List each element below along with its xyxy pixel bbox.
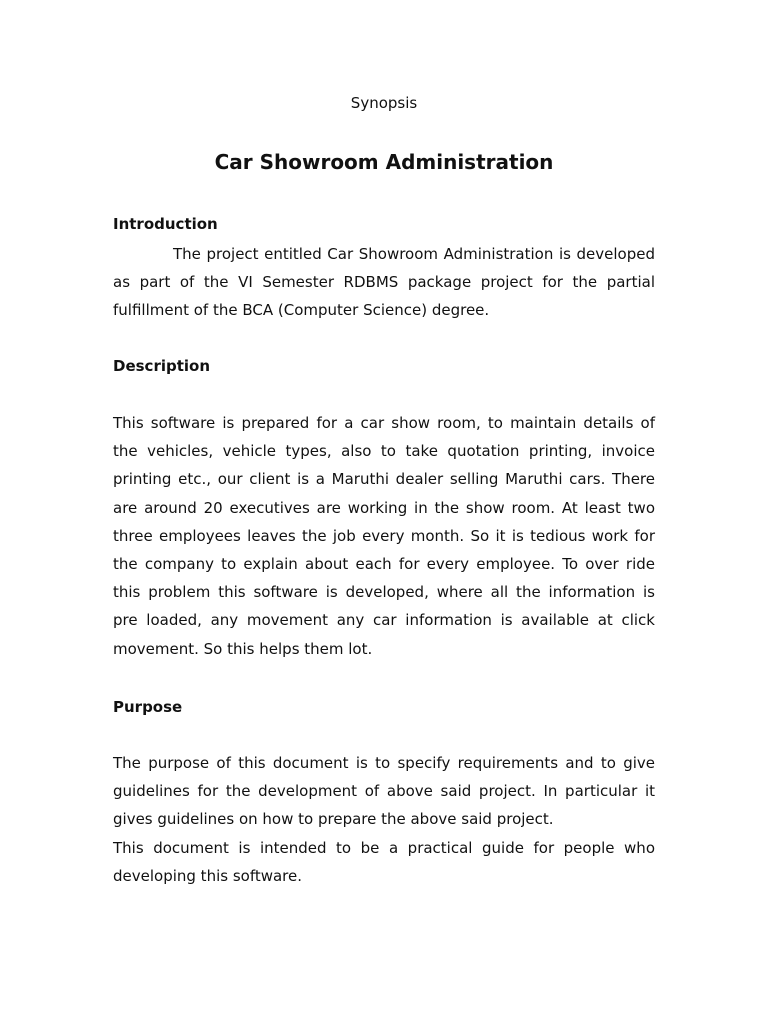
text-line: the company to explain about each for every employee. To over ride bbox=[113, 555, 655, 574]
text-line: fulfillment of the BCA (Computer Science) degree. bbox=[113, 301, 490, 320]
text-line: guidelines for the development of above said project. In particular it bbox=[113, 782, 655, 801]
section-heading-introduction: Introduction bbox=[113, 215, 218, 233]
text-line: movement. So this helps them lot. bbox=[113, 639, 373, 658]
text-line: gives guidelines on how to prepare the above said project. bbox=[113, 810, 554, 829]
text-line: developing this software. bbox=[113, 866, 303, 885]
document-page bbox=[113, 0, 655, 1024]
text-line: the vehicles, vehicle types, also to take quotation printing, invoice bbox=[113, 442, 655, 461]
text-line: printing etc., our client is a Maruthi dealer selling Maruthi cars. There bbox=[113, 470, 655, 489]
section-body-purpose bbox=[113, 749, 655, 890]
text-line: The project entitled Car Showroom Administration is developed bbox=[173, 245, 655, 263]
document-title: Car Showroom Administration bbox=[214, 150, 554, 174]
document-header: Synopsis bbox=[350, 94, 418, 112]
text-line: are around 20 executives are working in the show room. At least two bbox=[113, 498, 655, 517]
section-body-introduction bbox=[113, 240, 655, 325]
text-line: This document is intended to be a practical guide for people who bbox=[113, 838, 655, 857]
text-line: This software is prepared for a car show room, to maintain details of bbox=[113, 414, 655, 432]
text-line: pre loaded, any movement any car information is available at click bbox=[113, 611, 655, 630]
text-line: this problem this software is developed, where all the information is bbox=[113, 583, 655, 602]
text-line: The purpose of this document is to specify requirements and to give bbox=[113, 754, 655, 772]
section-heading-description: Description bbox=[113, 357, 211, 375]
section-body-description bbox=[113, 409, 655, 663]
section-heading-purpose: Purpose bbox=[113, 698, 183, 716]
text-line: three employees leaves the job every month. So it is tedious work for bbox=[113, 526, 655, 545]
text-line: as part of the VI Semester RDBMS package project for the partial bbox=[113, 273, 655, 292]
